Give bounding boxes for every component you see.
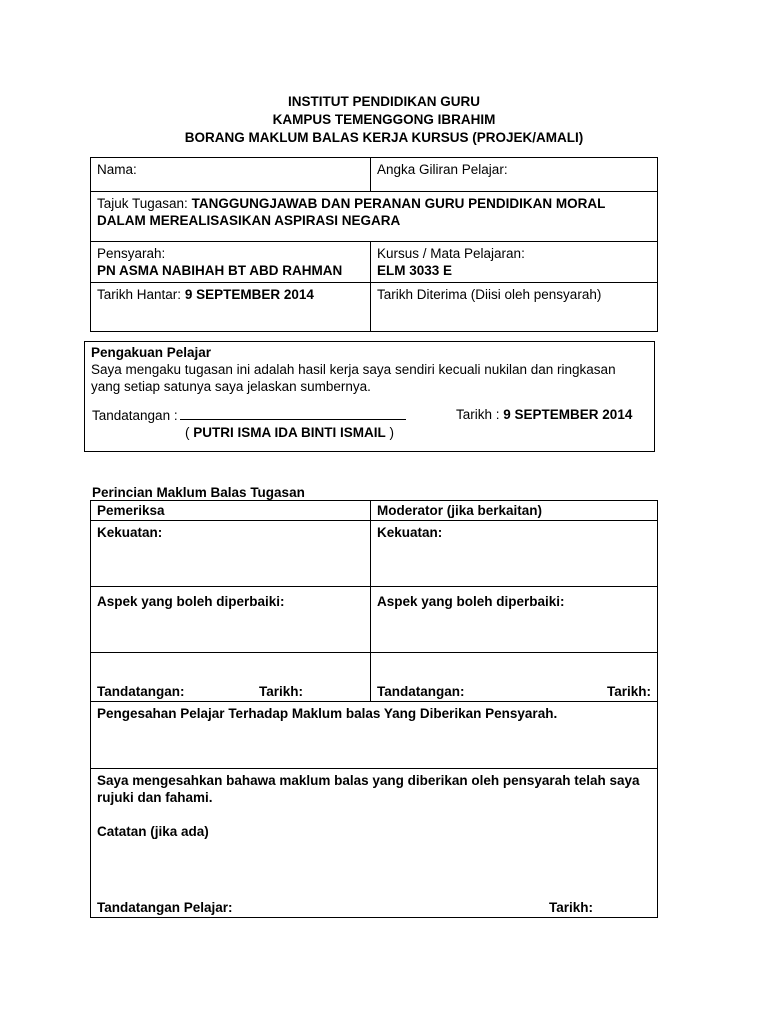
student-signature-label: Tandatangan Pelajar: (97, 900, 233, 915)
declaration-date-label: Tarikh : (456, 407, 500, 422)
moderator-signature-cell[interactable] (371, 653, 658, 702)
pengesahan-title: Pengesahan Pelajar Terhadap Maklum balas Yang Diberikan Pensyarah. (97, 706, 558, 721)
pemeriksa-aspek-cell[interactable] (91, 587, 371, 653)
tarikh-hantar-value: 9 SEPTEMBER 2014 (184, 287, 314, 302)
pemeriksa-kekuatan-cell[interactable] (91, 521, 371, 587)
confirmation-text: Saya mengesahkan bahawa maklum balas yang diberikan oleh pensyarah telah saya rujuki dan fahami. (97, 773, 640, 805)
declaration-signature-label: Tandatangan : (92, 408, 178, 423)
pemeriksa-kekuatan-label: Kekuatan: (97, 525, 163, 540)
pensyarah-cell (91, 242, 371, 283)
header-campus: KAMPUS TEMENGGONG IBRAHIM (272, 112, 496, 127)
pengesahan-cell (91, 702, 658, 769)
student-info-table (90, 157, 658, 332)
moderator-signature-label: Tandatangan: (377, 684, 465, 699)
pensyarah-label: Pensyarah: (97, 246, 166, 261)
tajuk-value: TANGGUNGJAWAB DAN PERANAN GURU PENDIDIKAN MORAL DALAM MEREALISASIKAN ASPIRASI NEGARA (97, 196, 606, 228)
declaration-signature-line[interactable] (180, 406, 406, 420)
tarikh-diterima-label: Tarikh Diterima (Diisi oleh pensyarah) (377, 287, 602, 302)
declaration-student-name (185, 424, 394, 441)
declaration-date (456, 406, 632, 423)
student-confirmation-cell[interactable] (91, 769, 658, 918)
student-declaration-box (84, 341, 655, 452)
pemeriksa-aspek-label: Aspek yang boleh diperbaiki: (97, 594, 285, 609)
tarikh-hantar-label: Tarikh Hantar: (97, 287, 182, 302)
declaration-text: Saya mengaku tugasan ini adalah hasil kerja saya sendiri kecuali nukilan dan ringkasan yang setiap satunya saya jelaskan sumbernya. (91, 362, 616, 394)
kursus-value: ELM 3033 E (377, 263, 453, 278)
tajuk-label: Tajuk Tugasan: (97, 196, 188, 211)
moderator-header (371, 501, 658, 521)
moderator-aspek-cell[interactable] (371, 587, 658, 653)
pemeriksa-header (91, 501, 371, 521)
student-name-value: PUTRI ISMA IDA BINTI ISMAIL (193, 425, 386, 440)
header-institute: INSTITUT PENDIDIKAN GURU (288, 94, 480, 109)
pensyarah-value: PN ASMA NABIHAH BT ABD RAHMAN (97, 263, 343, 278)
kursus-label: Kursus / Mata Pelajaran: (377, 246, 525, 261)
angka-giliran-label: Angka Giliran Pelajar: (377, 162, 508, 177)
moderator-kekuatan-label: Kekuatan: (377, 525, 443, 540)
student-date-label: Tarikh: (548, 900, 593, 915)
kursus-cell (371, 242, 658, 283)
pemeriksa-signature-cell[interactable] (91, 653, 371, 702)
moderator-label: Moderator (jika berkaitan) (377, 503, 543, 518)
moderator-kekuatan-cell[interactable] (371, 521, 658, 587)
pemeriksa-label: Pemeriksa (97, 503, 165, 518)
declaration-date-value: 9 SEPTEMBER 2014 (503, 407, 633, 422)
pemeriksa-date-label: Tarikh: (259, 684, 304, 699)
nama-label: Nama: (97, 162, 137, 177)
feedback-table (90, 500, 658, 918)
tarikh-hantar-cell (91, 283, 371, 332)
nama-cell[interactable] (91, 158, 371, 192)
feedback-section-title: Perincian Maklum Balas Tugasan (92, 485, 305, 500)
declaration-title: Pengakuan Pelajar (91, 345, 212, 360)
catatan-label: Catatan (jika ada) (97, 824, 209, 839)
form-header (0, 93, 768, 147)
moderator-date-label: Tarikh: (606, 684, 651, 699)
tarikh-diterima-cell[interactable] (371, 283, 658, 332)
name-open-paren: ( (185, 425, 190, 440)
tajuk-cell (91, 192, 658, 242)
name-close-paren: ) (389, 425, 395, 440)
angka-giliran-cell[interactable] (371, 158, 658, 192)
moderator-aspek-label: Aspek yang boleh diperbaiki: (377, 594, 565, 609)
header-form-title: BORANG MAKLUM BALAS KERJA KURSUS (PROJEK/AMALI) (184, 130, 584, 145)
pemeriksa-signature-label: Tandatangan: (97, 684, 185, 699)
